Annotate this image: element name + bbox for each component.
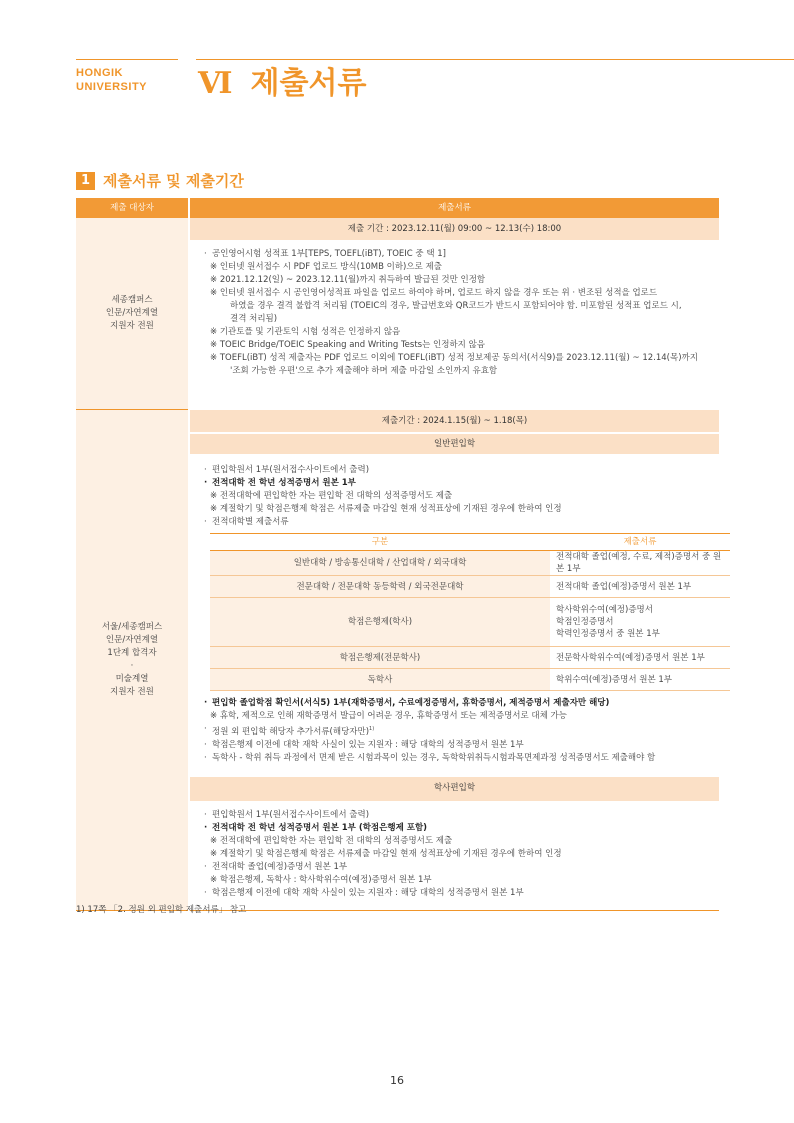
note: ※ 2021.12.12(일) ~ 2023.12.11(월)까지 취득하여 발급된 것만 인정함: [210, 275, 486, 285]
bottom-rule-right: [189, 910, 719, 912]
block1-content: [189, 240, 719, 409]
section-title: 제출서류 및 제출기간: [103, 172, 244, 190]
bachelor-transfer-title: 학사편입학: [189, 776, 719, 801]
note: ※ 기관토플 및 기관토익 시험 성적은 인정하지 않음: [210, 327, 401, 337]
table-row: [210, 647, 730, 669]
block2-target-line: 미술계열: [115, 673, 149, 684]
inner-header-row: [210, 534, 730, 551]
note: ※ 학점은행제, 독학사 : 학사학위수여(예정)증명서 원본 1부: [210, 874, 432, 885]
chapter-number: Ⅵ: [198, 66, 233, 101]
list-item: · 편입학 졸업학점 확인서(서식5) 1부(재학증명서, 수료예정증명서, 휴학증명서, 제적증명서 제출자만 해당): [202, 697, 709, 710]
column-header-target: 제출 대상자: [76, 198, 189, 218]
list-item: · 공인영어시험 성적표 1부[TEPS, TOEFL(iBT), TOEIC 중 택 1]: [202, 248, 709, 261]
row-documents-line: 학사학위수여(예정)증명서: [556, 605, 653, 615]
list-item: · 독학사 - 학위 취득 과정에서 면제 받은 시험과목이 있는 경우, 독학학위취득시험과목면제과정 성적증명서도 제출해야 함: [202, 752, 709, 765]
row-category: 학점은행제(전문학사): [210, 647, 550, 669]
inner-header-category: 구분: [210, 534, 550, 551]
list-item: · 편입학원서 1부(원서접수사이트에서 출력): [202, 464, 709, 477]
list-item: · 전적대학별 제출서류: [202, 516, 709, 529]
note: ※ TOEIC Bridge/TOEIC Speaking and Writing Tests는 인정하지 않음: [210, 340, 485, 350]
block2-target: [76, 409, 189, 910]
row-documents: [550, 598, 730, 647]
note: ※ 계절학기 및 학점은행제 학점은 서류제출 마감일 현재 성적표상에 기재된 경우에 한하여 인정: [210, 848, 562, 859]
block2-target-line: 인문/자연계열: [105, 634, 159, 645]
row-category: 학점은행제(학사): [210, 598, 550, 647]
row-documents-line: 학점인정증명서: [556, 617, 614, 627]
general-transfer-title: 일반편입학: [189, 433, 719, 454]
section-heading: [76, 170, 244, 191]
row-documents-line: 학력인정증명서 중 원본 1부: [556, 629, 660, 639]
block2-period-row: [76, 409, 719, 433]
note: ※ 전적대학에 편입학한 자는 편입학 전 대학의 성적증명서도 제출: [210, 835, 453, 846]
block1-target: [76, 218, 189, 409]
list-item: · 학점은행제 이전에 대학 재학 사실이 있는 지원자 : 해당 대학의 성적증명서 원본 1부: [202, 887, 709, 900]
general-transfer-content: [189, 454, 722, 776]
block2-target-line: 지원자 전원: [110, 686, 154, 697]
note: ※ 전적대학에 편입학한 자는 편입학 전 대학의 성적증명서도 제출: [210, 491, 453, 501]
note: 결격 처리됨): [230, 314, 278, 324]
block2-period: 제출기간 : 2024.1.15(월) ~ 1.18(목): [189, 409, 719, 433]
bachelor-transfer-content: [189, 801, 719, 911]
column-header-documents: 제출서류: [189, 198, 719, 218]
block1-target-line: 지원자 전원: [110, 320, 154, 331]
block1-period-row: [76, 218, 719, 240]
footnote-marker: 1): [369, 726, 375, 732]
row-documents: 학위수여(예정)증명서 원본 1부: [550, 669, 730, 691]
list-item: · 편입학원서 1부(원서접수사이트에서 출력): [202, 809, 709, 822]
list-item: · 전적대학 전 학년 성적증명서 원본 1부 (학점은행제 포함): [202, 822, 709, 835]
table-row: [210, 576, 730, 598]
brand-logo: [76, 66, 147, 94]
brand-line1: HONGIK: [76, 67, 123, 79]
row-documents: 전문학사학위수여(예정)증명서 원본 1부: [550, 647, 730, 669]
block1-target-line: 인문/자연계열: [105, 307, 159, 318]
note: ※ 인터넷 원서접수 시 공인영어성적표 파일을 업로드 하여야 하며, 업로드 하지 않을 경우 또는 위 · 변조된 성적을 업로드: [210, 288, 658, 298]
table-row: [210, 598, 730, 647]
list-item: · 전적대학 전 학년 성적증명서 원본 1부: [202, 477, 709, 490]
note: ※ 휴학, 제적으로 인해 재학증명서 발급이 어려운 경우, 휴학증명서 또는 제적증명서로 대체 가능: [210, 711, 567, 721]
school-type-table: [210, 533, 730, 691]
list-item: · 학점은행제 이전에 대학 재학 사실이 있는 지원자 : 해당 대학의 성적증명서 원본 1부: [202, 739, 709, 752]
table-row: [210, 551, 730, 576]
block2-target-line: ·: [130, 660, 134, 671]
block1-period: 제출 기간 : 2023.12.11(월) 09:00 ~ 12.13(수) 18:00: [189, 218, 719, 240]
brand-line2: UNIVERSITY: [76, 81, 148, 93]
section-number-badge: 1: [76, 172, 95, 190]
note: ※ TOEFL(iBT) 성적 제출자는 PDF 업로드 이외에 TOEFL(iBT) 성적 정보제공 동의서(서식9)를 2023.12.11(월) ~ 12.14(목)까지: [210, 353, 698, 363]
block2-target-line: 1단계 합격자: [107, 647, 157, 658]
note: '조회 가능한 우편'으로 추가 제출해야 하며 제출 마감일 소인까지 유효함: [230, 366, 498, 376]
row-documents: 전적대학 졸업(예정)증명서 원본 1부: [550, 576, 730, 598]
page-number: 16: [390, 1074, 404, 1087]
list-item: [202, 723, 709, 739]
row-category: 독학사: [210, 669, 550, 691]
footnote: 1) 17쪽 「2. 정원 외 편입학 제출서류」 참고: [76, 905, 247, 915]
list-item-text: 정원 외 편입학 해당자 추가서류(해당자만): [212, 726, 370, 737]
brand-rule: [76, 59, 178, 60]
block2-target-line: 서울/세종캠퍼스: [101, 621, 163, 632]
row-category: 일반대학 / 방송통신대학 / 산업대학 / 외국대학: [210, 551, 550, 576]
block1-target-line: 세종캠퍼스: [111, 294, 153, 305]
note: ※ 계절학기 및 학점은행제 학점은 서류제출 마감일 현재 성적표상에 기재된 경우에 한하여 인정: [210, 504, 562, 514]
row-documents: 전적대학 졸업(예정, 수료, 제적)증명서 중 원본 1부: [550, 551, 730, 576]
inner-header-documents: 제출서류: [550, 534, 730, 551]
row-category: 전문대학 / 전문대학 동등학력 / 외국전문대학: [210, 576, 550, 598]
note: 하였을 경우 결격 불합격 처리됨 (TOEIC의 경우, 발급번호와 QR코드가 반드시 포함되어야 함. 미포함된 성적표 업로드 시,: [230, 301, 682, 311]
table-row: [210, 669, 730, 691]
documents-table: [76, 198, 722, 912]
note: ※ 인터넷 원서접수 시 PDF 업로드 방식(10MB 이하)으로 제출: [210, 262, 442, 272]
list-item: · 전적대학 졸업(예정)증명서 원본 1부: [202, 861, 709, 874]
chapter-heading: [198, 60, 366, 108]
table-header-row: [76, 198, 719, 218]
chapter-title: 제출서류: [250, 66, 367, 101]
